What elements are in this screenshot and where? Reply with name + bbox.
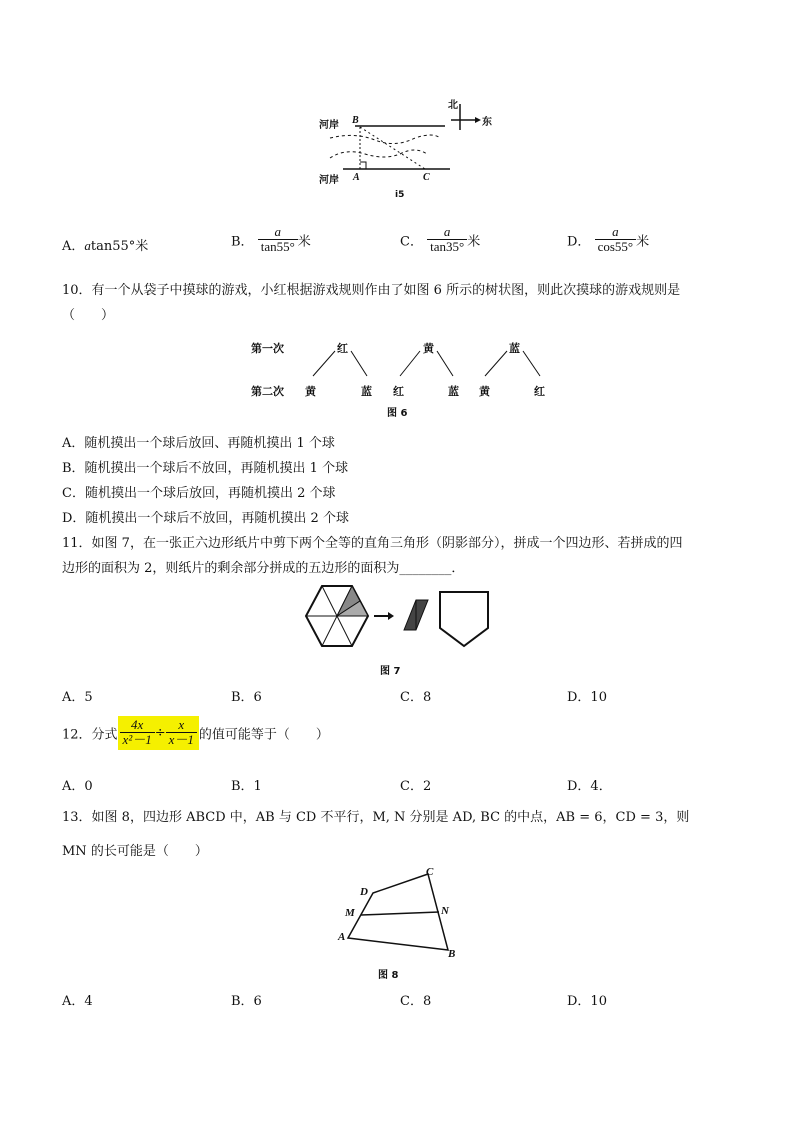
point-c-label: C bbox=[423, 172, 430, 183]
first-draw-red: 红 bbox=[337, 342, 348, 355]
q13-option-c[interactable]: C．8 bbox=[400, 994, 432, 1009]
river-diagram bbox=[315, 96, 500, 206]
q12-option-b[interactable]: B．1 bbox=[231, 779, 262, 794]
point-b: B bbox=[448, 948, 456, 960]
row1-label: 第一次 bbox=[251, 342, 284, 355]
figure-8-caption: 图 8 bbox=[378, 970, 399, 981]
point-b-label: B bbox=[352, 115, 359, 126]
q9-option-b[interactable]: B． $\frac{a}{\tan 55^\circ}$ 米 bbox=[231, 224, 311, 255]
q10-stem-line2: （ ） bbox=[62, 308, 115, 323]
q12-option-d[interactable]: D．4． bbox=[567, 779, 612, 794]
figure-7-caption: 图 7 bbox=[380, 666, 401, 677]
first-draw-blue: 蓝 bbox=[509, 342, 520, 355]
point-m: M bbox=[345, 907, 355, 919]
second-draw-item: 黄 bbox=[305, 385, 316, 398]
q11-stem-line1: 11．如图 7，在一张正六边形纸片中剪下两个全等的直角三角形（阴影部分），拼成一个四边形、若拼成的四 bbox=[62, 536, 683, 551]
north-label: 北 bbox=[448, 100, 458, 111]
q12-stem: 12．分式 $\frac{4x}{\text{x²－1}}$ ÷ $\frac{x}{x-1}$ 的值可能等于（ ） bbox=[62, 716, 329, 750]
q13-option-a[interactable]: A．4 bbox=[62, 994, 93, 1009]
q10-option-b[interactable]: B．随机摸出一个球后不放回，再随机摸出 1 个球 bbox=[62, 461, 349, 476]
hexagon-diagram bbox=[300, 582, 500, 652]
figure-5 bbox=[315, 96, 500, 206]
row2-label: 第二次 bbox=[251, 385, 284, 398]
highlighted-expression: $\frac{4x}{\text{x²－1}}$ ÷ $\frac{x}{x-1}$ bbox=[118, 716, 199, 750]
figure-6-tree bbox=[245, 336, 555, 418]
first-draw-yellow: 黄 bbox=[423, 342, 434, 355]
east-label: 东 bbox=[482, 117, 492, 128]
q10-stem-line1: 10．有一个从袋子中摸球的游戏，小红根据游戏规则作由了如图 6 所示的树状图，则此次摸球的游戏规则是 bbox=[62, 283, 681, 298]
second-draw-item: 红 bbox=[534, 385, 545, 398]
q9-option-a[interactable]: A．atan55°米 bbox=[62, 238, 149, 254]
q13-option-d[interactable]: D．10 bbox=[567, 994, 607, 1009]
point-n: N bbox=[441, 905, 449, 917]
second-draw-item: 蓝 bbox=[361, 385, 372, 398]
second-draw-item: 红 bbox=[393, 385, 404, 398]
figure-7 bbox=[300, 582, 500, 677]
q10-option-d[interactable]: D．随机摸出一个球后不放回，再随机摸出 2 个球 bbox=[62, 511, 349, 526]
point-c: C bbox=[426, 866, 434, 878]
second-draw-item: 黄 bbox=[479, 385, 490, 398]
q11-option-b[interactable]: B．6 bbox=[231, 690, 262, 705]
q10-option-c[interactable]: C．随机摸出一个球后放回，再随机摸出 2 个球 bbox=[62, 486, 336, 501]
q10-option-a[interactable]: A．随机摸出一个球后放回、再随机摸出 1 个球 bbox=[62, 436, 335, 451]
q13-option-b[interactable]: B．6 bbox=[231, 994, 262, 1009]
q12-option-c[interactable]: C．2 bbox=[400, 779, 432, 794]
point-a-label: A bbox=[353, 172, 360, 183]
q9-option-c[interactable]: C． $\frac{a}{\tan 35^\circ}$ 米 bbox=[400, 224, 481, 255]
q13-stem-line1: 13．如图 8，四边形 ABCD 中，AB 与 CD 不平行，M, N 分别是 AD, BC 的中点，AB = 6，CD = 3，则 bbox=[62, 810, 690, 825]
q11-option-c[interactable]: C．8 bbox=[400, 690, 432, 705]
figure-6-caption: 图 6 bbox=[387, 408, 408, 419]
second-draw-item: 蓝 bbox=[448, 385, 459, 398]
q11-option-d[interactable]: D．10 bbox=[567, 690, 607, 705]
q9-option-d[interactable]: D． $\frac{a}{\cos 55^\circ}$ 米 bbox=[567, 224, 650, 255]
point-d: D bbox=[360, 886, 368, 898]
bank-top-label: 河岸 bbox=[319, 120, 339, 131]
q11-option-a[interactable]: A．5 bbox=[62, 690, 93, 705]
figure-8 bbox=[330, 862, 470, 984]
q12-option-a[interactable]: A．0 bbox=[62, 779, 93, 794]
point-a: A bbox=[338, 931, 346, 943]
q13-stem-line2: MN 的长可能是（ ） bbox=[62, 844, 208, 859]
figure-5-caption: i5 bbox=[395, 190, 405, 200]
bank-bottom-label: 河岸 bbox=[319, 175, 339, 186]
q11-stem-line2: 边形的面积为 2，则纸片的剩余部分拼成的五边形的面积为________． bbox=[62, 561, 465, 576]
